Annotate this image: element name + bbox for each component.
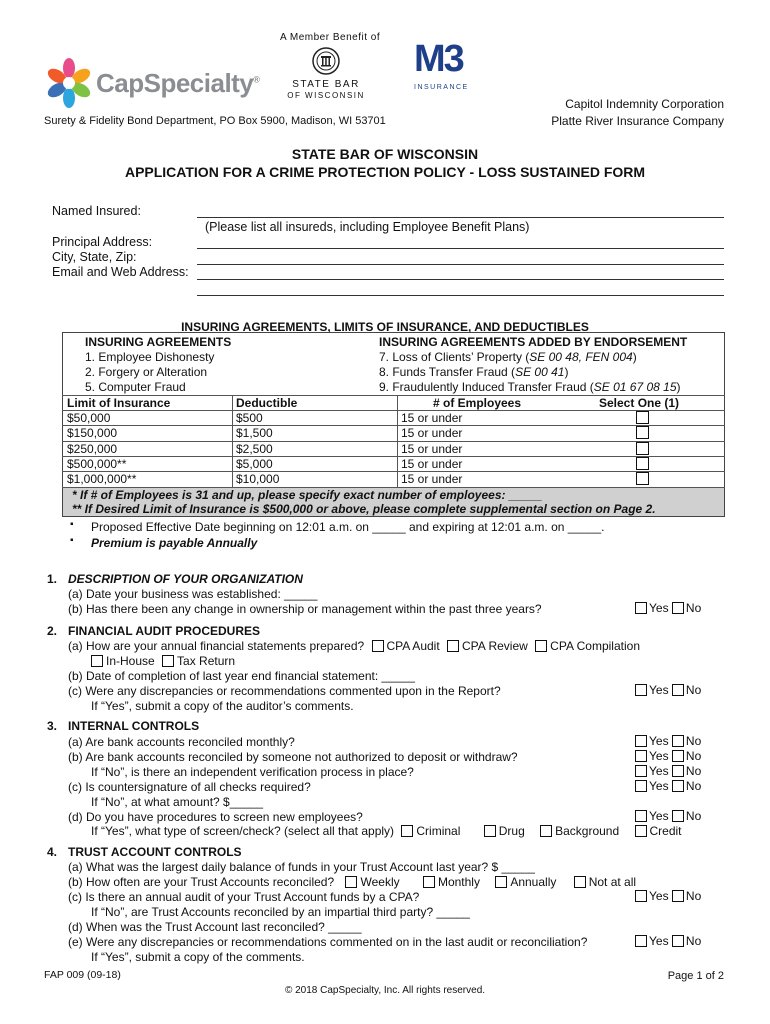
credit-checkbox[interactable] [635,825,647,837]
yes-checkbox[interactable] [635,602,647,614]
right-agreements-heading: INSURING AGREEMENTS ADDED BY ENDORSEMENT [379,335,688,349]
deductible-cell: $10,000 [236,472,280,486]
limit-cell: $50,000 [67,411,111,425]
select-checkbox[interactable] [636,411,649,424]
select-checkbox[interactable] [636,442,649,455]
bullet-icon: ▪ [70,519,74,530]
page-subtitle: APPLICATION FOR A CRIME PROTECTION POLICY - LOSS SUSTAINED FORM [124,164,646,180]
endorsement-item: 7. Loss of Clients’ Property (SE 00 48, FEN 004) [379,350,637,364]
named-insured-label: Named Insured: [52,204,141,218]
weekly-checkbox[interactable] [345,876,357,888]
table-rule [62,441,725,442]
company-name-1: Capitol Indemnity Corporation [565,97,724,111]
deductible-cell: $1,500 [236,426,273,440]
question-3c: (c) Is countersignature of all checks required? [68,780,311,794]
member-benefit-label: A Member Benefit of [280,32,381,43]
limit-cell: $250,000 [67,442,118,456]
limit-cell: $500,000** [67,457,127,471]
no-checkbox[interactable] [672,780,684,792]
yes-no-3b[interactable]: Yes No [635,749,701,763]
insureds-note: (Please list all insureds, including Employee Benefit Plans) [205,220,530,234]
section-number: 4. [47,845,58,859]
state-bar-logo [278,46,374,104]
agreement-item: 2. Forgery or Alteration [85,365,208,379]
col-divider [397,395,398,487]
m3-subtitle: INSURANCE [414,84,469,91]
question-3d-note: If “Yes”, what type of screen/check? (select all that apply) Criminal Drug Background Credit [91,824,682,838]
email-web-label: Email and Web Address: [52,265,189,279]
yes-no-3c[interactable]: Yes No [635,779,701,793]
no-checkbox[interactable] [672,750,684,762]
employees-note: * If # of Employees is 31 and up, please specify exact number of employees: _____ [72,488,543,502]
form-id: FAP 009 (09-18) [44,969,121,981]
select-checkbox[interactable] [636,472,649,485]
endorsement-item: 9. Fraudulently Induced Transfer Fraud (SE 01 67 08 15) [379,380,681,394]
col-select-header: Select One (1) [599,396,680,410]
question-2a: (a) How are your annual financial statements prepared? CPA Audit CPA Review CPA Compilation [68,639,640,653]
yes-checkbox[interactable] [635,765,647,777]
yes-checkbox[interactable] [635,780,647,792]
question-4e-note: If “Yes”, submit a copy of the comments. [91,950,305,964]
question-3c-note: If “No”, at what amount? $_____ [91,795,264,809]
employees-cell: 15 or under [401,411,463,425]
no-checkbox[interactable] [672,935,684,947]
agreement-item: 1. Employee Dishonesty [85,350,215,364]
page-number: Page 1 of 2 [667,970,724,982]
yes-checkbox[interactable] [635,935,647,947]
email-web-field-2[interactable] [197,295,724,296]
table-rule [62,410,725,411]
not-at-all-checkbox[interactable] [574,876,586,888]
company-name-2: Platte River Insurance Company [551,114,724,128]
background-checkbox[interactable] [540,825,552,837]
yes-no-3b-note[interactable]: Yes No [635,764,701,778]
no-checkbox[interactable] [672,890,684,902]
question-4c-note: If “No”, are Trust Accounts reconciled by an impartial third party? _____ [91,905,470,919]
col-divider [232,395,233,487]
in-house-checkbox[interactable] [91,655,103,667]
section-3-title: INTERNAL CONTROLS [68,719,200,733]
m3-mark: M3 [414,38,463,80]
section-number: 2. [47,624,58,638]
state-bar-seal-icon [311,46,341,76]
premium-note: Premium is payable Annually [91,536,258,550]
capspecialty-logo [44,56,260,110]
effective-date-line: Proposed Effective Date beginning on 12:01 a.m. on _____ and expiring at 12:01 a.m. on _____. [91,520,605,534]
question-3d: (d) Do you have procedures to screen new employees? [68,810,363,824]
department-address: Surety & Fidelity Bond Department, PO Box 5900, Madison, WI 53701 [44,115,386,127]
monthly-checkbox[interactable] [423,876,435,888]
yes-no-4c[interactable]: Yes No [635,889,701,903]
agreement-item: 5. Computer Fraud [85,380,186,394]
limit-note: ** If Desired Limit of Insurance is $500,000 or above, please complete supplemental section on Page 2. [72,502,656,516]
copyright: © 2018 CapSpecialty, Inc. All rights reserved. [284,985,486,996]
page-title: STATE BAR OF WISCONSIN [291,146,479,162]
select-checkbox[interactable] [636,457,649,470]
capspecialty-wordmark: CapSpecialty® [96,68,260,98]
table-rule [62,456,725,457]
yes-no-3a[interactable]: Yes No [635,734,701,748]
deductible-cell: $500 [236,411,263,425]
state-bar-logo-line2: OF WISCONSIN [287,91,365,100]
city-state-zip-field[interactable] [197,264,724,265]
no-checkbox[interactable] [672,684,684,696]
question-2a-options: In-House Tax Return [91,654,235,668]
cpa-compilation-checkbox[interactable] [535,640,547,652]
endorsement-item: 8. Funds Transfer Fraud (SE 00 41) [379,365,569,379]
question-2c: (c) Were any discrepancies or recommendations commented upon in the Report? [68,684,501,698]
section-1-title: DESCRIPTION OF YOUR ORGANIZATION [68,572,303,586]
limit-cell: $1,000,000** [67,472,137,486]
deductible-cell: $2,500 [236,442,273,456]
criminal-checkbox[interactable] [401,825,413,837]
question-4b: (b) How often are your Trust Accounts reconciled? Weekly Monthly Annually Not at all [68,875,637,889]
email-web-field[interactable] [197,279,724,280]
question-1a: (a) Date your business was established: _____ [68,587,318,601]
named-insured-field[interactable] [197,217,724,218]
employees-cell: 15 or under [401,472,463,486]
question-4d: (d) When was the Trust Account last reconciled? _____ [68,920,362,934]
question-1b: (b) Has there been any change in ownership or management within the past three years? [68,602,542,616]
principal-address-field[interactable] [197,248,724,249]
no-checkbox[interactable] [672,810,684,822]
employees-cell: 15 or under [401,426,463,440]
select-checkbox[interactable] [636,426,649,439]
yes-no-4e[interactable]: Yes No [635,934,701,948]
col-employees-header: # of Employees [432,396,522,410]
cpa-audit-checkbox[interactable] [372,640,384,652]
annually-checkbox[interactable] [495,876,507,888]
table-rule [62,471,725,472]
tax-return-checkbox[interactable] [162,655,174,667]
yes-checkbox[interactable] [635,890,647,902]
yes-checkbox[interactable] [635,810,647,822]
section-2-title: FINANCIAL AUDIT PROCEDURES [68,624,261,638]
question-4a: (a) What was the largest daily balance of funds in your Trust Account last year? $ _____ [68,860,535,874]
question-2b: (b) Date of completion of last year end financial statement: _____ [68,669,415,683]
yes-no-1b[interactable]: Yes No [635,601,701,615]
yes-no-3d[interactable]: Yes No [635,809,701,823]
agreements-heading: INSURING AGREEMENTS, LIMITS OF INSURANCE, AND DEDUCTIBLES [181,320,589,334]
employees-cell: 15 or under [401,442,463,456]
cpa-review-checkbox[interactable] [447,640,459,652]
state-bar-logo-line1: STATE BAR [292,79,360,90]
drug-checkbox[interactable] [484,825,496,837]
col-limit-header: Limit of Insurance [67,396,171,410]
yes-checkbox[interactable] [635,750,647,762]
question-3b: (b) Are bank accounts reconciled by someone not authorized to deposit or withdraw? [68,750,518,764]
question-2c-note: If “Yes”, submit a copy of the auditor’s comments. [91,699,354,713]
no-checkbox[interactable] [672,765,684,777]
bullet-icon: ▪ [70,535,74,546]
question-3b-note: If “No”, is there an independent verification process in place? [91,765,414,779]
col-deductible-header: Deductible [236,396,298,410]
no-checkbox[interactable] [672,735,684,747]
yes-no-2c[interactable]: Yes No [635,683,701,697]
table-rule [62,425,725,426]
question-3a: (a) Are bank accounts reconciled monthly? [68,735,295,749]
section-number: 3. [47,719,58,733]
city-state-zip-label: City, State, Zip: [52,250,137,264]
deductible-cell: $5,000 [236,457,273,471]
no-checkbox[interactable] [672,602,684,614]
yes-checkbox[interactable] [635,684,647,696]
section-number: 1. [47,572,58,586]
m3-insurance-logo [412,38,472,96]
employees-cell: 15 or under [401,457,463,471]
capspecialty-flower-icon [44,56,94,110]
left-agreements-heading: INSURING AGREEMENTS [85,335,232,349]
question-4e: (e) Were any discrepancies or recommendations commented on in the last audit or reconciliation? [68,935,588,949]
question-4c: (c) Is there an annual audit of your Trust Account funds by a CPA? [68,890,420,904]
limit-cell: $150,000 [67,426,118,440]
yes-checkbox[interactable] [635,735,647,747]
principal-address-label: Principal Address: [52,235,153,249]
section-4-title: TRUST ACCOUNT CONTROLS [68,845,242,859]
